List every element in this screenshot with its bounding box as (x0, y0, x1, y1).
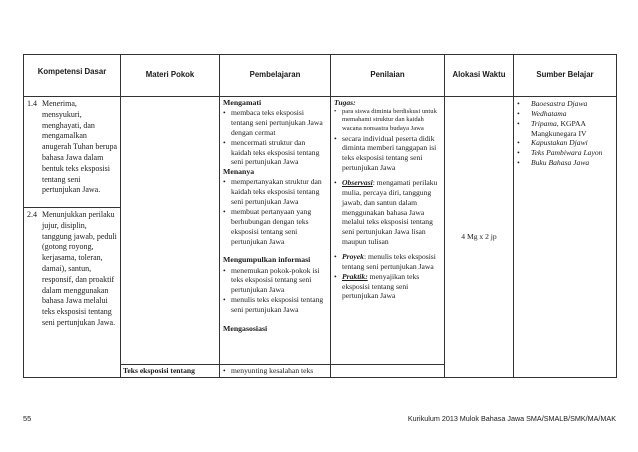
kompetensi-item (24, 207, 120, 331)
praktik-text: menyajikan teks eksposisi tentang seni pertunjukan Jawa (342, 271, 420, 301)
materi-cell (121, 97, 220, 365)
header-row (24, 55, 617, 97)
penilaian-last (331, 365, 445, 378)
sumber-item: • Baoesastra Djawa (517, 99, 613, 109)
observasi-label: Observasi (342, 177, 373, 187)
list-item: • membaca teks eksposisi tentang seni pertunjukan Jawa dengan cermat (223, 108, 327, 138)
list-item: • secara individual peserta didik diminta memberi tanggapan isi teks eksposisi tentang seni pertunjukan Jawa (334, 134, 441, 173)
sumber-item: • Buku Bahasa Jawa (517, 158, 613, 168)
tugas-title: Tugas: (334, 98, 356, 107)
footer-title: Kurikulum 2013 Mulok Bahasa Jawa SMA/SMALB/SMK/MA/MAK (407, 414, 616, 423)
penilaian-cell (331, 97, 445, 365)
header-penilaian: Penilaian (331, 55, 445, 97)
list-item: • mencermati struktur dan kaidah teks eksposisi tentang seni pertunjukan Jawa (223, 138, 327, 168)
header-alokasi: Alokasi Waktu (445, 55, 514, 97)
header-pembelajaran: Pembelajaran (220, 55, 331, 97)
list-item: • para siswa diminta berdiskusi untuk memahami struktur dan kaidah wacana nonsastra budaya Jawa (334, 108, 441, 134)
kompetensi-text: Menunjukkan perilaku jujur, disiplin, tanggung jawab, peduli (gotong royong, kerjasama, toleran, damai), santun, responsif, dan proaktif dalam menggunakan bahasa Jawa melalui teks eksposisi tentang seni pertunjukan Jawa. (42, 210, 117, 327)
mengumpulkan-title: Mengumpulkan informasi (223, 255, 311, 265)
menanya-title: Menanya (223, 167, 255, 177)
menanya-list (223, 177, 327, 246)
list-item: • menulis teks eksposisi tentang seni pertunjukan Jawa (223, 295, 327, 315)
pembelajaran-last (220, 365, 331, 378)
tugas-list (334, 108, 441, 173)
curriculum-table (23, 54, 617, 378)
mengasosiasi-title: Mengasosiasi (223, 323, 268, 333)
kompetensi-number: 2.4 (27, 210, 37, 219)
observasi-list (334, 178, 441, 247)
kompetensi-item (24, 97, 120, 207)
proyek-list (334, 252, 441, 301)
kompetensi-number: 1.4 (27, 99, 37, 108)
sumber-cell (514, 97, 617, 378)
materi-last: Teks eksposisi tentang (121, 365, 220, 378)
kompetensi-text: Menerima, mensyukuri, menghayati, dan mengamalkan anugerah Tuhan berupa bahasa Jawa dalam bentuk teks eksposisi tentang seni pertunjukan Jawa. (42, 99, 118, 195)
alokasi-cell: 4 Mg x 2 jp (445, 97, 514, 378)
observasi-text: : mengamati perilaku mulia, percaya diri, tanggung jawab, dan santun dalam menggunakan bahasa Jawa melalui teks eksposisi tentang seni pertunjukan Jawa lisan maupun tulisan (342, 177, 438, 247)
proyek-label: Proyek (342, 252, 364, 261)
proyek-text: : menulis teks eksposisi tentang seni pertunjukan Jawa (342, 252, 436, 271)
mengumpulkan-list (223, 266, 327, 315)
sumber-item: • Tripama, KGPAA Mangkunegara IV (517, 119, 613, 139)
sumber-item: • Kapustakan Djawi (517, 138, 613, 148)
observasi-item (334, 178, 441, 247)
sumber-item: • Teks Pambiwara Layon (517, 148, 613, 158)
header-sumber: Sumber Belajar (514, 55, 617, 97)
list-item: • membuat pertanyaan yang berhubungan dengan teks eksposisi tentang seni pertunjukan Jawa (223, 207, 327, 246)
sumber-item: • Wedhatama (517, 109, 613, 119)
page-number: 55 (23, 414, 32, 423)
header-materi: Materi Pokok (121, 55, 220, 97)
praktik-item (334, 272, 441, 302)
list-item: • mempertanyakan struktur dan kaidah teks eksposisi tentang seni pertunjukan Jawa (223, 177, 327, 207)
list-item: • menyunting kesalahan teks (223, 366, 327, 376)
proyek-item (334, 252, 441, 272)
mengamati-list (223, 108, 327, 167)
pembelajaran-cell (220, 97, 331, 365)
praktik-label: Praktik: (342, 271, 368, 281)
mengamati-title: Mengamati (223, 98, 262, 107)
list-item: • menemukan pokok-pokok isi teks eksposisi tentang seni pertunjukan Jawa (223, 266, 327, 296)
sumber-list (514, 97, 616, 168)
kompetensi-cell (24, 97, 121, 378)
header-kompetensi: Kompetensi Dasar (24, 55, 121, 97)
content-row (24, 97, 617, 365)
